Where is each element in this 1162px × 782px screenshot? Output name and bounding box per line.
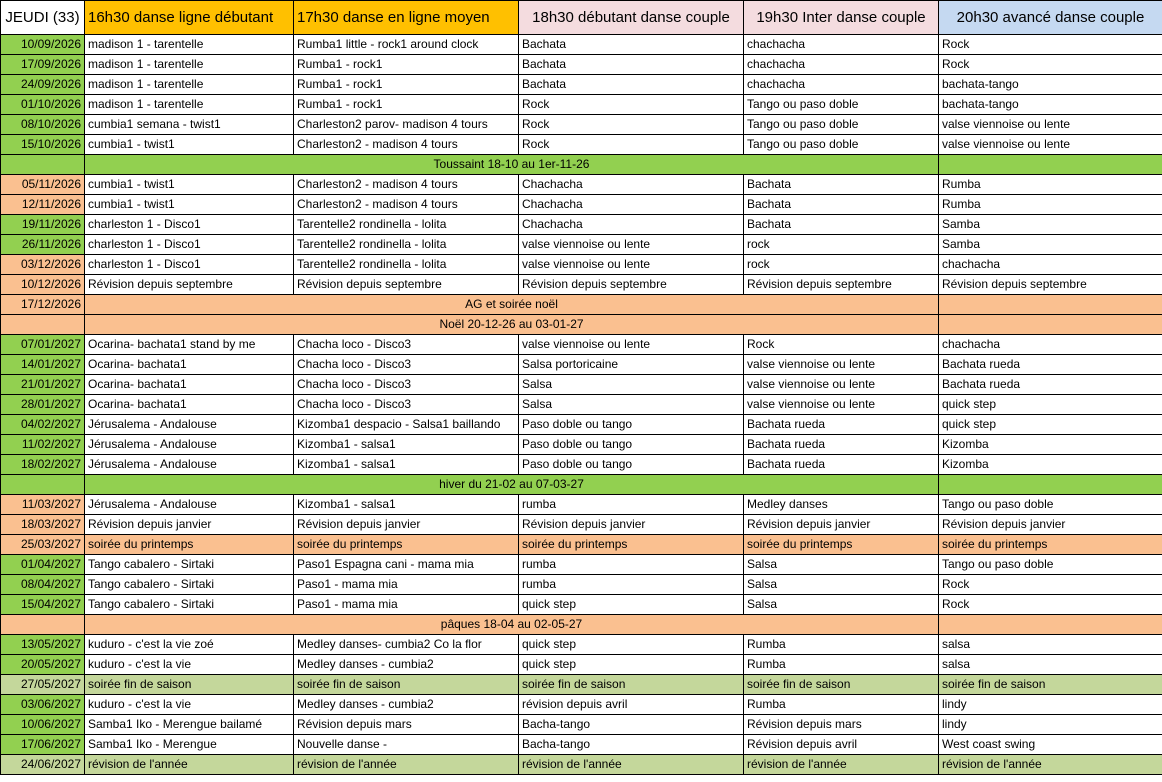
table-row [1, 495, 1162, 515]
course-cell: Jérusalema - Andalouse [85, 415, 294, 435]
course-cell: chachacha [744, 75, 939, 95]
course-cell: Rumba1 - rock1 [294, 55, 519, 75]
table-row [1, 755, 1162, 775]
course-cell: Rumba [744, 655, 939, 675]
header-jeudi: JEUDI (33) [1, 1, 85, 35]
course-cell: révision de l'année [744, 755, 939, 775]
course-cell: Kizomba [939, 435, 1162, 455]
header-col-5: 20h30 avancé danse couple [939, 1, 1162, 35]
course-cell: Rock [519, 95, 744, 115]
course-cell: salsa [939, 655, 1162, 675]
date-cell: 18/02/2027 [1, 455, 85, 475]
table-row [1, 335, 1162, 355]
holiday-break-row [1, 475, 1162, 495]
date-cell: 11/03/2027 [1, 495, 85, 515]
course-cell: révision de l'année [519, 755, 744, 775]
course-cell: Paso doble ou tango [519, 415, 744, 435]
course-cell: bachata-tango [939, 75, 1162, 95]
course-cell: Salsa [519, 375, 744, 395]
date-cell: 26/11/2026 [1, 235, 85, 255]
course-cell: Rumba [744, 695, 939, 715]
date-cell: 03/06/2027 [1, 695, 85, 715]
course-cell: valse viennoise ou lente [519, 335, 744, 355]
date-cell: 13/05/2027 [1, 635, 85, 655]
course-cell: rumba [519, 555, 744, 575]
course-cell: chachacha [744, 55, 939, 75]
table-row [1, 555, 1162, 575]
course-cell: Salsa [744, 555, 939, 575]
course-cell: soirée fin de saison [294, 675, 519, 695]
course-cell: madison 1 - tarentelle [85, 95, 294, 115]
course-cell: chachacha [744, 35, 939, 55]
course-cell: Bachata [519, 55, 744, 75]
course-cell: Charleston2 - madison 4 tours [294, 135, 519, 155]
course-cell: Chacha loco - Disco3 [294, 395, 519, 415]
date-cell: 10/12/2026 [1, 275, 85, 295]
break-date-cell [1, 475, 85, 495]
date-cell: 27/05/2027 [1, 675, 85, 695]
date-cell: 25/03/2027 [1, 535, 85, 555]
course-cell: soirée du printemps [294, 535, 519, 555]
course-cell: Samba [939, 215, 1162, 235]
course-cell: Rumba [744, 635, 939, 655]
course-cell: madison 1 - tarentelle [85, 35, 294, 55]
break-empty-cell [939, 155, 1162, 175]
course-cell: Tango ou paso doble [939, 555, 1162, 575]
course-cell: Kizomba1 - salsa1 [294, 455, 519, 475]
course-cell: soirée du printemps [744, 535, 939, 555]
course-cell: Bachata rueda [939, 375, 1162, 395]
course-cell: Nouvelle danse - [294, 735, 519, 755]
table-row [1, 55, 1162, 75]
date-cell: 21/01/2027 [1, 375, 85, 395]
date-cell: 14/01/2027 [1, 355, 85, 375]
course-cell: Révision depuis septembre [939, 275, 1162, 295]
course-cell: Révision depuis janvier [519, 515, 744, 535]
course-cell: Paso doble ou tango [519, 455, 744, 475]
course-cell: cumbia1 - twist1 [85, 175, 294, 195]
break-empty-cell [939, 315, 1162, 335]
date-cell: 24/06/2027 [1, 755, 85, 775]
course-cell: Chacha loco - Disco3 [294, 375, 519, 395]
course-cell: Chacha loco - Disco3 [294, 335, 519, 355]
table-row [1, 575, 1162, 595]
course-cell: Jérusalema - Andalouse [85, 495, 294, 515]
course-cell: Ocarina- bachata1 stand by me [85, 335, 294, 355]
course-cell: Révision depuis septembre [85, 275, 294, 295]
holiday-break-row [1, 615, 1162, 635]
course-cell: Medley danses [744, 495, 939, 515]
course-cell: quick step [939, 395, 1162, 415]
course-cell: quick step [519, 635, 744, 655]
course-cell: Chachacha [519, 215, 744, 235]
course-cell: Révision depuis septembre [744, 275, 939, 295]
event-label: AG et soirée noël [85, 295, 939, 315]
course-cell: soirée fin de saison [519, 675, 744, 695]
course-cell: valse viennoise ou lente [744, 375, 939, 395]
holiday-label: Toussaint 18-10 au 1er-11-26 [85, 155, 939, 175]
course-cell: Ocarina- bachata1 [85, 395, 294, 415]
date-cell: 05/11/2026 [1, 175, 85, 195]
course-cell: madison 1 - tarentelle [85, 55, 294, 75]
course-cell: rumba [519, 575, 744, 595]
course-cell: Rock [939, 595, 1162, 615]
date-cell: 17/06/2027 [1, 735, 85, 755]
course-cell: Tango cabalero - Sirtaki [85, 555, 294, 575]
table-row [1, 635, 1162, 655]
course-cell: révision de l'année [85, 755, 294, 775]
course-cell: Bachata rueda [939, 355, 1162, 375]
table-row [1, 195, 1162, 215]
date-cell: 10/06/2027 [1, 715, 85, 735]
date-cell: 20/05/2027 [1, 655, 85, 675]
course-cell: West coast swing [939, 735, 1162, 755]
course-cell: Rock [939, 55, 1162, 75]
table-row [1, 135, 1162, 155]
course-cell: cumbia1 - twist1 [85, 135, 294, 155]
course-cell: Rock [744, 335, 939, 355]
header-col-3: 18h30 débutant danse couple [519, 1, 744, 35]
header-col-2: 17h30 danse en ligne moyen [294, 1, 519, 35]
table-row [1, 235, 1162, 255]
break-date-cell [1, 155, 85, 175]
course-cell: Tango ou paso doble [744, 135, 939, 155]
schedule-body [1, 35, 1162, 775]
course-cell: révision de l'année [939, 755, 1162, 775]
break-empty-cell [939, 475, 1162, 495]
course-cell: Chacha loco - Disco3 [294, 355, 519, 375]
course-cell: Jérusalema - Andalouse [85, 455, 294, 475]
course-cell: Bachata [519, 35, 744, 55]
course-cell: Chachacha [519, 175, 744, 195]
header-col-4: 19h30 Inter danse couple [744, 1, 939, 35]
course-cell: soirée fin de saison [85, 675, 294, 695]
course-cell: Tango cabalero - Sirtaki [85, 575, 294, 595]
course-cell: Bachata [744, 175, 939, 195]
course-cell: Révision depuis septembre [294, 275, 519, 295]
date-cell: 28/01/2027 [1, 395, 85, 415]
course-cell: Salsa [744, 575, 939, 595]
course-cell: Paso1 - mama mia [294, 595, 519, 615]
break-date-cell [1, 615, 85, 635]
date-cell: 07/01/2027 [1, 335, 85, 355]
table-row [1, 75, 1162, 95]
holiday-label: hiver du 21-02 au 07-03-27 [85, 475, 939, 495]
course-cell: révision de l'année [294, 755, 519, 775]
course-cell: Medley danses- cumbia2 Co la flor [294, 635, 519, 655]
table-row [1, 435, 1162, 455]
course-cell: charleston 1 - Disco1 [85, 255, 294, 275]
course-cell: Chachacha [519, 195, 744, 215]
course-cell: Bachata rueda [744, 435, 939, 455]
course-cell: madison 1 - tarentelle [85, 75, 294, 95]
course-cell: rock [744, 255, 939, 275]
date-cell: 04/02/2027 [1, 415, 85, 435]
table-row [1, 535, 1162, 555]
course-cell: révision depuis avril [519, 695, 744, 715]
course-cell: Kizomba [939, 455, 1162, 475]
date-cell: 17/12/2026 [1, 295, 85, 315]
course-cell: Rumba [939, 175, 1162, 195]
course-cell: Tarentelle2 rondinella - lolita [294, 215, 519, 235]
course-cell: Rumba [939, 195, 1162, 215]
course-cell: Jérusalema - Andalouse [85, 435, 294, 455]
course-cell: Rumba1 - rock1 [294, 95, 519, 115]
course-cell: valse viennoise ou lente [519, 235, 744, 255]
course-cell: Révision depuis avril [744, 735, 939, 755]
course-cell: soirée du printemps [519, 535, 744, 555]
course-cell: lindy [939, 715, 1162, 735]
course-cell: Bachata [744, 215, 939, 235]
course-cell: Paso doble ou tango [519, 435, 744, 455]
date-cell: 15/04/2027 [1, 595, 85, 615]
course-cell: Bachata [519, 75, 744, 95]
course-cell: Rumba1 - rock1 [294, 75, 519, 95]
table-row [1, 355, 1162, 375]
course-cell: Bachata [744, 195, 939, 215]
course-cell: Rock [519, 115, 744, 135]
course-cell: Kizomba1 - salsa1 [294, 435, 519, 455]
holiday-label: pâques 18-04 au 02-05-27 [85, 615, 939, 635]
break-date-cell [1, 315, 85, 335]
course-cell: soirée du printemps [939, 535, 1162, 555]
date-cell: 01/04/2027 [1, 555, 85, 575]
course-cell: Révision depuis mars [744, 715, 939, 735]
course-cell: Medley danses - cumbia2 [294, 695, 519, 715]
table-row [1, 95, 1162, 115]
date-cell: 17/09/2026 [1, 55, 85, 75]
course-cell: kuduro - c'est la vie [85, 695, 294, 715]
date-cell: 15/10/2026 [1, 135, 85, 155]
course-cell: Tango ou paso doble [939, 495, 1162, 515]
course-cell: Bacha-tango [519, 735, 744, 755]
table-row [1, 655, 1162, 675]
course-cell: Salsa [744, 595, 939, 615]
course-cell: Paso1 Espagna cani - mama mia [294, 555, 519, 575]
course-cell: rumba [519, 495, 744, 515]
table-row [1, 675, 1162, 695]
table-row [1, 35, 1162, 55]
course-cell: valse viennoise ou lente [519, 255, 744, 275]
date-cell: 24/09/2026 [1, 75, 85, 95]
table-row [1, 175, 1162, 195]
course-cell: Rumba1 little - rock1 around clock [294, 35, 519, 55]
course-cell: Tarentelle2 rondinella - lolita [294, 235, 519, 255]
course-cell: Tango ou paso doble [744, 95, 939, 115]
course-cell: charleston 1 - Disco1 [85, 235, 294, 255]
table-row [1, 515, 1162, 535]
course-cell: quick step [939, 415, 1162, 435]
course-cell: bachata-tango [939, 95, 1162, 115]
date-cell: 03/12/2026 [1, 255, 85, 275]
course-cell: Rock [939, 35, 1162, 55]
course-cell: Ocarina- bachata1 [85, 375, 294, 395]
event-empty-cell [939, 295, 1162, 315]
course-cell: valse viennoise ou lente [939, 135, 1162, 155]
date-cell: 10/09/2026 [1, 35, 85, 55]
course-cell: Paso1 - mama mia [294, 575, 519, 595]
course-cell: rock [744, 235, 939, 255]
table-row [1, 395, 1162, 415]
holiday-label: Noël 20-12-26 au 03-01-27 [85, 315, 939, 335]
date-cell: 18/03/2027 [1, 515, 85, 535]
course-cell: Révision depuis septembre [519, 275, 744, 295]
course-cell: Kizomba1 - salsa1 [294, 495, 519, 515]
table-row [1, 455, 1162, 475]
table-row [1, 595, 1162, 615]
table-row [1, 215, 1162, 235]
break-empty-cell [939, 615, 1162, 635]
course-cell: chachacha [939, 255, 1162, 275]
course-cell: valse viennoise ou lente [939, 115, 1162, 135]
header-col-1: 16h30 danse ligne débutant [85, 1, 294, 35]
date-cell: 01/10/2026 [1, 95, 85, 115]
course-cell: cumbia1 semana - twist1 [85, 115, 294, 135]
course-cell: Salsa portoricaine [519, 355, 744, 375]
course-cell: kuduro - c'est la vie zoé [85, 635, 294, 655]
course-cell: quick step [519, 595, 744, 615]
course-cell: Charleston2 - madison 4 tours [294, 175, 519, 195]
course-cell: Révision depuis janvier [939, 515, 1162, 535]
course-cell: Charleston2 parov- madison 4 tours [294, 115, 519, 135]
course-cell: soirée du printemps [85, 535, 294, 555]
course-cell: chachacha [939, 335, 1162, 355]
table-row [1, 735, 1162, 755]
course-cell: Bachata rueda [744, 415, 939, 435]
course-cell: Bachata rueda [744, 455, 939, 475]
course-cell: Charleston2 - madison 4 tours [294, 195, 519, 215]
date-cell: 08/04/2027 [1, 575, 85, 595]
course-cell: Bacha-tango [519, 715, 744, 735]
holiday-break-row [1, 315, 1162, 335]
course-cell: charleston 1 - Disco1 [85, 215, 294, 235]
course-cell: Kizomba1 despacio - Salsa1 baillando [294, 415, 519, 435]
course-cell: valse viennoise ou lente [744, 355, 939, 375]
course-cell: Medley danses - cumbia2 [294, 655, 519, 675]
course-cell: cumbia1 - twist1 [85, 195, 294, 215]
course-cell: Rock [939, 575, 1162, 595]
course-cell: Salsa [519, 395, 744, 415]
table-row [1, 275, 1162, 295]
date-cell: 12/11/2026 [1, 195, 85, 215]
course-cell: Tango ou paso doble [744, 115, 939, 135]
date-cell: 08/10/2026 [1, 115, 85, 135]
table-row [1, 115, 1162, 135]
course-cell: soirée fin de saison [939, 675, 1162, 695]
course-cell: soirée fin de saison [744, 675, 939, 695]
course-cell: quick step [519, 655, 744, 675]
course-cell: lindy [939, 695, 1162, 715]
event-row [1, 295, 1162, 315]
table-row [1, 375, 1162, 395]
date-cell: 11/02/2027 [1, 435, 85, 455]
course-cell: salsa [939, 635, 1162, 655]
course-cell: Tango cabalero - Sirtaki [85, 595, 294, 615]
course-cell: valse viennoise ou lente [744, 395, 939, 415]
course-cell: Révision depuis janvier [744, 515, 939, 535]
course-cell: Samba [939, 235, 1162, 255]
date-cell: 19/11/2026 [1, 215, 85, 235]
table-row [1, 255, 1162, 275]
table-row [1, 695, 1162, 715]
header-row [1, 1, 1162, 35]
course-cell: Samba1 Iko - Merengue [85, 735, 294, 755]
course-cell: Ocarina- bachata1 [85, 355, 294, 375]
course-cell: Révision depuis janvier [294, 515, 519, 535]
table-row [1, 415, 1162, 435]
table-row [1, 715, 1162, 735]
course-cell: kuduro - c'est la vie [85, 655, 294, 675]
course-cell: Samba1 Iko - Merengue bailamé [85, 715, 294, 735]
holiday-break-row [1, 155, 1162, 175]
course-cell: Tarentelle2 rondinella - lolita [294, 255, 519, 275]
course-cell: Rock [519, 135, 744, 155]
course-cell: Révision depuis mars [294, 715, 519, 735]
course-cell: Révision depuis janvier [85, 515, 294, 535]
